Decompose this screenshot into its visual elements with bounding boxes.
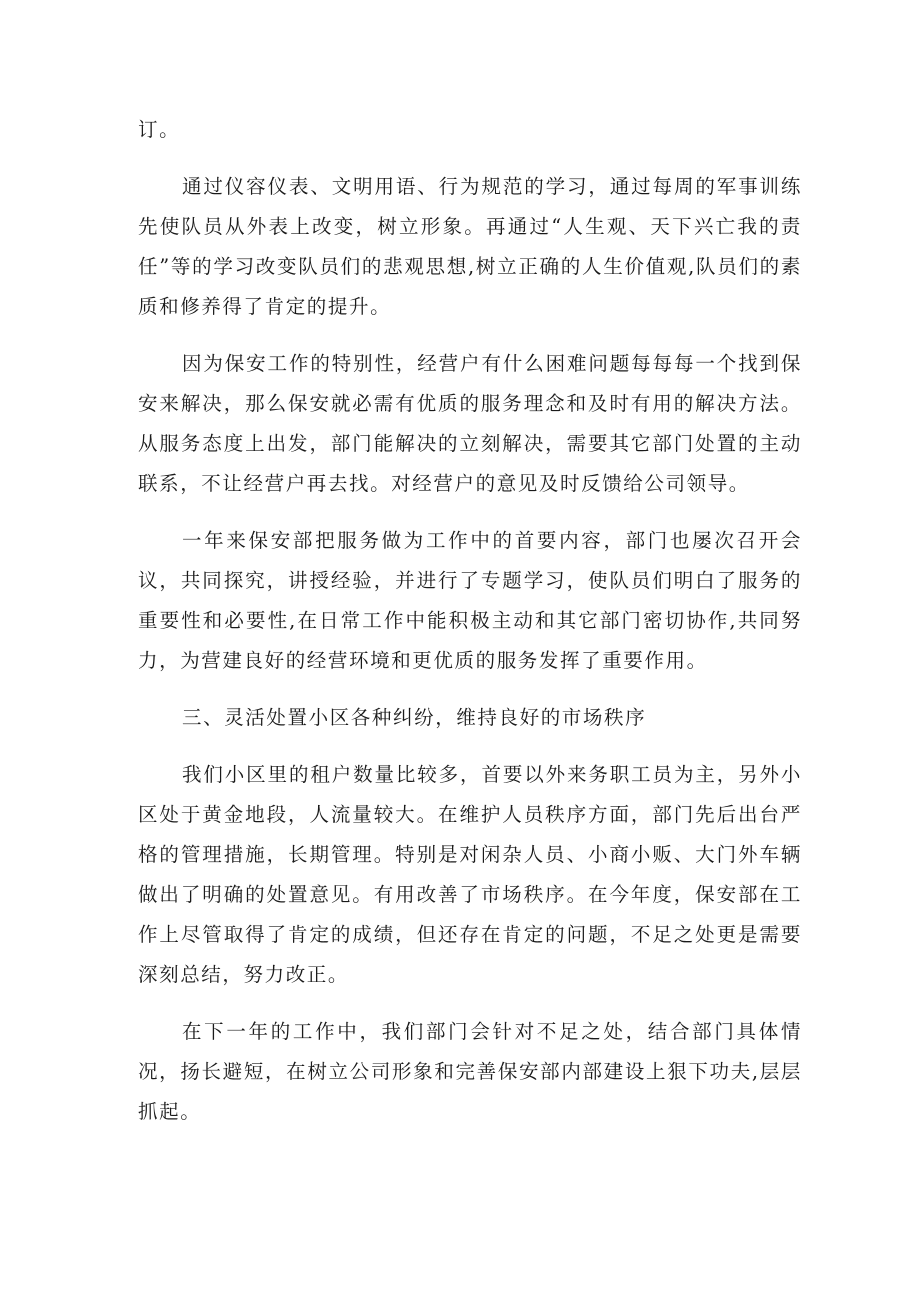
paragraph-training: 通过仪容仪表、文明用语、行为规范的学习，通过每周的军事训练先使队员从外表上改变，树立形象。再通过“人生观、天下兴亡我的责任”等的学习改变队员们的悲观思想,树立正确的人生价值观,队员们的素质和修养得了肯定的提升。 bbox=[138, 175, 802, 318]
paragraph-continuation: 订。 bbox=[138, 118, 181, 141]
paragraph-market-order: 我们小区里的租户数量比较多，首要以外来务职工员为主，另外小区处于黄金地段，人流量较大。在维护人员秩序方面，部门先后出台严格的管理措施，长期管理。特别是对闲杂人员、小商小贩、大门外车辆做出了明确的处置意见。有用改善了市场秩序。在今年度，保安部在工作上尽管取得了肯定的成绩，但还存在肯定的问题，不足之处更是需要深刻总结，努力改正。 bbox=[138, 763, 802, 986]
paragraph-service-priority: 一年来保安部把服务做为工作中的首要内容，部门也屡次召开会议，共同探究，讲授经验，并进行了专题学习，使队员们明白了服务的重要性和必要性,在日常工作中能积极主动和其它部门密切协作,共同努力，为营建良好的经营环境和更优质的服务发挥了重要作用。 bbox=[138, 529, 802, 672]
paragraph-service-concept: 因为保安工作的特别性，经营户有什么困难问题每每每一个找到保安来解决，那么保安就必需有优质的服务理念和及时有用的解决方法。从服务态度上出发，部门能解决的立刻解决，需要其它部门处置的主动联系，不让经营户再去找。对经营户的意见及时反馈给公司领导。 bbox=[138, 352, 802, 495]
section-heading: 三、灵活处置小区各种纠纷，维持良好的市场秩序 bbox=[182, 706, 647, 729]
body-text bbox=[138, 110, 802, 1149]
paragraph-next-year: 在下一年的工作中，我们部门会针对不足之处，结合部门具体情况，扬长避短，在树立公司形象和完善保安部内部建设上狠下功夫,层层抓起。 bbox=[138, 1020, 802, 1123]
